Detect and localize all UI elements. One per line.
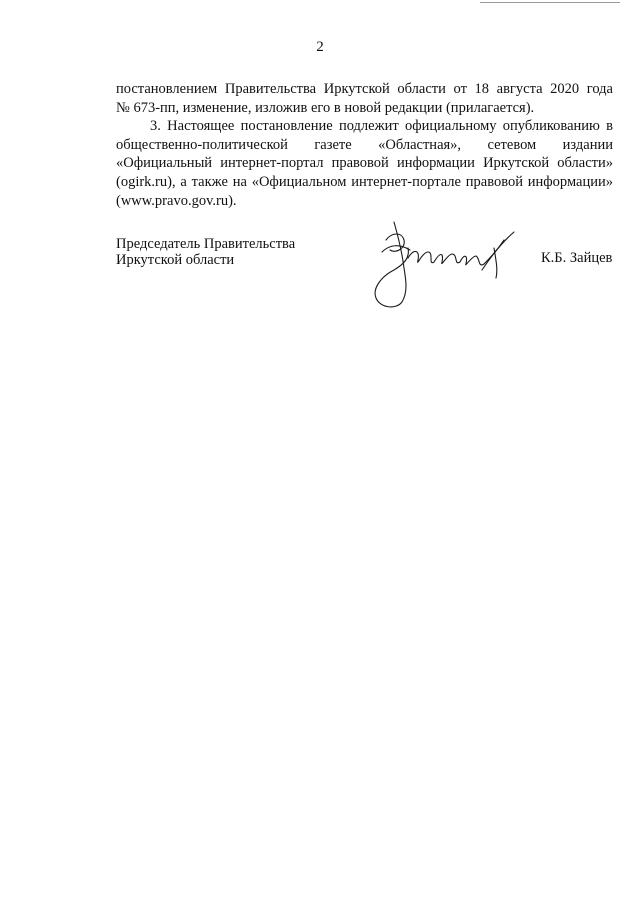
paragraph-3: [116, 117, 613, 210]
signer-title: [116, 236, 295, 268]
text-line: 3. Настоящее постановление подлежит официальному опубликованию в: [150, 118, 613, 135]
signer-name: К.Б. Зайцев: [541, 250, 613, 266]
text-line: № 673-пп, изменение, изложив его в новой редакции (прилагается).: [116, 99, 535, 116]
signer-title-line: Председатель Правительства: [116, 236, 296, 252]
text-line: (ogirk.ru), а также на «Официальном интернет-портале правовой информации»: [116, 173, 613, 190]
signer-title-line: Иркутской области: [116, 252, 235, 268]
document-body: [116, 80, 613, 210]
text-line: постановлением Правительства Иркутской области от 18 августа 2020 года: [116, 81, 613, 97]
text-line: «Официальный интернет-портал правовой информации Иркутской области»: [116, 155, 613, 172]
scan-edge-line: [480, 2, 620, 3]
handwritten-signature: [368, 218, 528, 318]
text-line: (www.pravo.gov.ru).: [116, 192, 237, 209]
text-line: общественно-политической газете «Областная», сетевом издании: [116, 136, 613, 153]
paragraph-continuation: [116, 80, 613, 117]
page-number: 2: [316, 39, 324, 55]
